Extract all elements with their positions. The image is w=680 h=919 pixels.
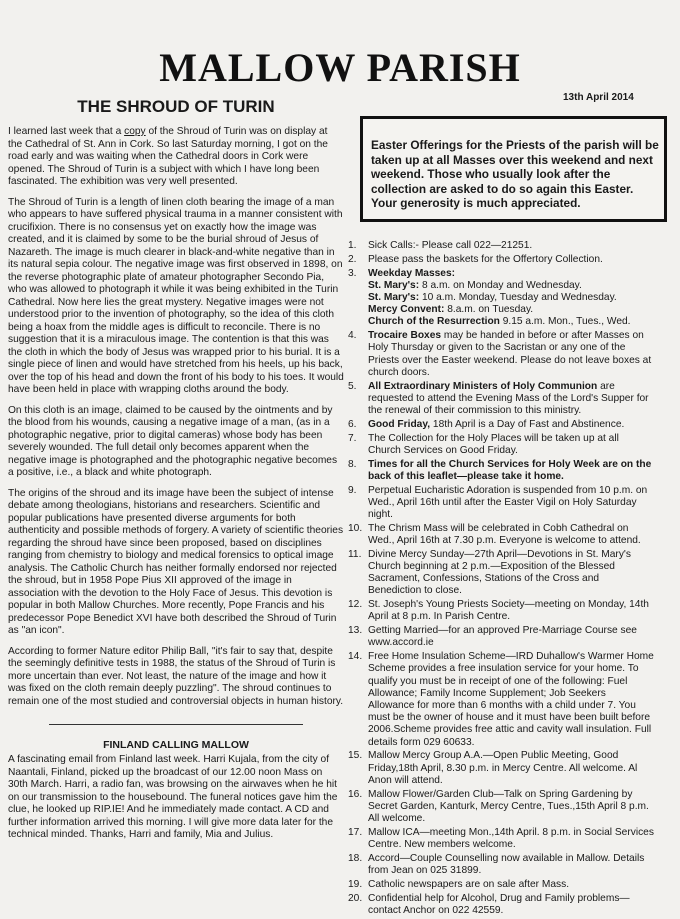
- mass-venue: St. Mary's:: [368, 292, 420, 303]
- notice-number: 2.: [348, 253, 357, 265]
- notice-text: Accord—Couple Counselling now available in Mallow. Details from Jean on 025 31899.: [368, 852, 645, 877]
- notice-text: may be handed in before or after Masses on Holy Thursday or given to the Sacristan or any one of the Priests over the Easter weekend. Please do not leave boxes at church doors.: [368, 330, 652, 378]
- notice-number: 4.: [348, 330, 357, 342]
- notice-item: [348, 651, 654, 749]
- finland-article-body: A fascinating email from Finland last week. Harri Kujala, from the city of Naantali, Finland, picked up the broadcast of our 12.00 noon Mass on 30th March. Harri, a radio fan, was browsing on the airwaves when he hit on our transmission to the housebound. The funeral notices gave him the clue, he looked up RIP.IE! And he immediately made contact. A CD and further information arrived this morning. I will give more data later for the technical minded. Thanks, Harri and family, Mia and Julius.: [8, 754, 338, 840]
- notice-text: Catholic newspapers are on sale after Mass.: [368, 878, 570, 890]
- notice-number: 12.: [348, 599, 363, 611]
- notice-number: 11.: [348, 548, 362, 560]
- notice-number: 17.: [348, 826, 363, 838]
- shroud-article-title: THE SHROUD OF TURIN: [77, 97, 275, 116]
- notice-text: St. Joseph's Young Priests Society—meeting on Monday, 14th April at 8 p.m. In Parish Centre.: [368, 599, 649, 623]
- notice-item: [348, 789, 654, 826]
- notice-text: Please pass the baskets for the Offertory Collection.: [368, 253, 603, 265]
- mass-time-line: [368, 316, 654, 328]
- easter-offerings-box: Easter Offerings for the Priests of the parish will be taken up at all Masses over this weekend and next weekend. Those who usually look after the collection are asked to do so again this Easter. Your generosity is much appreciated.: [360, 116, 667, 222]
- notice-number: 8.: [348, 458, 357, 470]
- section-divider: [49, 724, 303, 725]
- notice-number: 13.: [348, 625, 363, 637]
- mass-time-line: [368, 292, 654, 304]
- notice-number: 9.: [348, 484, 357, 496]
- notice-item: [348, 485, 654, 522]
- notice-bold-lead: All Extraordinary Ministers of Holy Communion: [368, 380, 598, 392]
- notice-number: 18.: [348, 852, 363, 864]
- notice-text: Confidential help for Alcohol, Drug and Family problems—contact Anchor on 022 42559.: [368, 892, 630, 916]
- notice-text: Mallow Flower/Garden Club—Talk on Spring Gardening by Secret Garden, Kanturk, Mercy Centre, Tues.,15th April 8 p.m. All welcome.: [368, 788, 649, 825]
- notice-number: 1.: [348, 240, 357, 251]
- notice-item: [348, 853, 654, 877]
- mass-time-line: [368, 304, 654, 316]
- shroud-paragraph-1: [8, 126, 344, 189]
- notice-item: [348, 459, 654, 483]
- copy-underlined-word: copy: [124, 126, 146, 137]
- mass-venue: St. Mary's:: [368, 279, 420, 291]
- notice-number: 16.: [348, 788, 363, 800]
- finland-article-title: FINLAND CALLING MALLOW: [103, 739, 249, 751]
- notice-number: 19.: [348, 878, 363, 890]
- notice-item: [348, 893, 654, 917]
- notice-bold-lead: Times for all the Church Services for Holy Week are on the back of this leaflet—please take it home.: [368, 458, 652, 482]
- notice-bold-lead: Trocaire Boxes: [368, 330, 442, 342]
- notice-item: [348, 599, 654, 623]
- notice-text: Mallow Mercy Group A.A.—Open Public Meeting, Good Friday,18th April, 8.30 p.m. in Mercy Centre. All welcome. Al Anon will attend.: [368, 750, 638, 786]
- parish-notices-list: [348, 240, 654, 919]
- mass-venue: Mercy Convent:: [368, 304, 445, 316]
- notice-item-weekday-masses: [348, 268, 654, 329]
- issue-date: 13th April 2014: [563, 92, 634, 103]
- notice-number: 3.: [348, 267, 357, 279]
- notice-bold-lead: Good Friday,: [368, 418, 431, 430]
- shroud-paragraph-2: The Shroud of Turin is a length of linen cloth bearing the image of a man who appears to have suffered physical trauma in a manner consistent with crucifixion. There is no consensus yet on exactly how the image was created, and it is claimed by some to be the burial shroud of Jesus of Nazareth. The image is much clearer in black-and-white negative than in its natural sepia colour. The negative image was first observed in 1898, on the reverse photographic plate of amateur photographer Secondo Pia, who was allowed to photograph it while it was being exhibited in the Turin Cathedral. Now here lies the great mystery. Negative images were not understood prior to the invention of photography, so the idea of this cloth being a hoax from the middle ages is difficult to reconcile. There is no suggestion that it is a miraculous image. The contention is that this was the cloth in which the body of Jesus was wrapped prior to his burial. It is a single piece of linen and would have stretched from his heels, up his back, over the top of his head and down the front of his body to his toes. It would have been held in place with wrapping cloths around the body.: [8, 196, 344, 395]
- notice-text: Sick Calls:- Please call 022—21251.: [368, 240, 533, 251]
- mass-time-line: [368, 280, 654, 292]
- mass-venue: Church of the Resurrection: [368, 316, 500, 328]
- shroud-p1-end: of the Shroud of Turin was on display at the Cathedral of St. Ann in Cork. So last Saturday morning, I got on the road early and was waiting when the Cathedral doors in Cork were opened. The Shroud of Turin is a subject with which I have long been fascinated. The exhibition was very well presented.: [8, 126, 328, 187]
- notice-item: [348, 523, 654, 547]
- notice-number: 5.: [348, 380, 357, 392]
- mass-time: 8 a.m. on Monday and Wednesday.: [419, 279, 582, 291]
- mass-time: 10 a.m. Monday, Tuesday and Wednesday.: [419, 292, 617, 303]
- notice-item: [348, 381, 654, 418]
- notice-number: 10.: [348, 522, 363, 534]
- notice-item: [348, 240, 654, 252]
- notice-text: Mallow ICA—meeting Mon.,14th April. 8 p.m. in Social Services Centre. New members welcome.: [368, 826, 654, 851]
- notice-item: [348, 549, 654, 598]
- notice-text: Divine Mercy Sunday—27th April—Devotions in St. Mary's Church beginning at 2 p.m.—Exposition of the Blessed Sacrament, Confessions, Stations of the Cross and Benediction to close.: [368, 548, 631, 597]
- notice-text: The Collection for the Holy Places will be taken up at all Church Services on Good Friday.: [368, 432, 619, 456]
- notice-number: 6.: [348, 418, 357, 430]
- notice-text: 18th April is a Day of Fast and Abstinence.: [430, 418, 625, 430]
- notice-number: 14.: [348, 651, 363, 663]
- notice-item: [348, 330, 654, 379]
- notice-item: [348, 433, 654, 457]
- notice-text: Perpetual Eucharistic Adoration is suspended from 10 p.m. on Wed., April 16th until after the Easter Vigil on Holy Saturday night.: [368, 484, 648, 521]
- notice-item: [348, 827, 654, 851]
- shroud-p1-start: I learned last week that a: [8, 126, 122, 137]
- notice-item: [348, 254, 654, 266]
- mass-time: 8.a.m. on Tuesday.: [444, 304, 534, 316]
- weekday-masses-heading: Weekday Masses:: [368, 267, 456, 279]
- notice-text: are requested to attend the Evening Mass of the Lord's Supper for the renewal of their commission to this ministry.: [368, 380, 649, 417]
- masthead-title: MALLOW PARISH: [159, 45, 521, 90]
- notice-item: [348, 625, 654, 649]
- notice-text: Getting Married—for an approved Pre-Marriage Course see www.accord.ie: [368, 625, 637, 649]
- shroud-paragraph-5: According to former Nature editor Philip Ball, "it's fair to say that, despite the seemingly definitive tests in 1988, the status of the Shroud of Turin is more uncertain than ever. Not least, the nature of the image and how it was fixed on the cloth remain deeply puzzling". The shroud continues to remain one of the most studied and controversial objects in human history.: [8, 645, 344, 707]
- notice-number: 7.: [348, 432, 357, 444]
- shroud-paragraph-4: The origins of the shroud and its image have been the subject of intense debate among theologians, historians and researchers. Scientific and popular publications have presented diverse arguments for both authenticity and possible methods of forgery. A variety of scientific theories regarding the shroud have since been proposed, based on disciplines ranging from chemistry to biology and medical forensics to optical image analysis. The Catholic Church has neither formally endorsed nor rejected the shroud, but in 1958 Pope Pius XII approved of the image in association with the devotion to the Holy Face of Jesus. This devotion is popular in both Mallow Churches. More recently, Pope Francis and his predecessor Pope Benedict XVI have both described the Shroud of Turin as "an icon".: [8, 487, 344, 636]
- notice-text: The Chrism Mass will be celebrated in Cobh Cathedral on Wed., April 16th at 7.30 p.m. Everyone is welcome to attend.: [368, 522, 641, 547]
- notice-number: 15.: [348, 750, 363, 762]
- shroud-paragraph-3: On this cloth is an image, claimed to be caused by the ointments and by the blood from his wounds, causing a negative image of a man, (as in a photographic negative, prior to digital cameras) whose body has been severely wounded. The full detail only becomes apparent when the negative image is photographed and the photographic negative becomes a positive, i.e., a black and white photograph.: [8, 404, 338, 478]
- notice-number: 20.: [348, 892, 363, 904]
- notice-text: Free Home Insulation Scheme—IRD Duhallow's Warmer Home Scheme provides a free insulation service for your home. To qualify you must be in receipt of one of the following: Fuel Allowance; Family Income Supplement; Job Seekers Allowance for more than 6 months with a child under 7. You must be the owner of house and it must have been built before 2006.Scheme provides free attic and cavity wall insulation. Full details form 029 60633.: [368, 651, 654, 748]
- notice-item: [348, 419, 654, 431]
- mass-time: 9.15 a.m. Mon., Tues., Wed.: [499, 316, 631, 328]
- notice-item: [348, 750, 654, 787]
- notice-item: [348, 879, 654, 891]
- left-column: [8, 96, 344, 850]
